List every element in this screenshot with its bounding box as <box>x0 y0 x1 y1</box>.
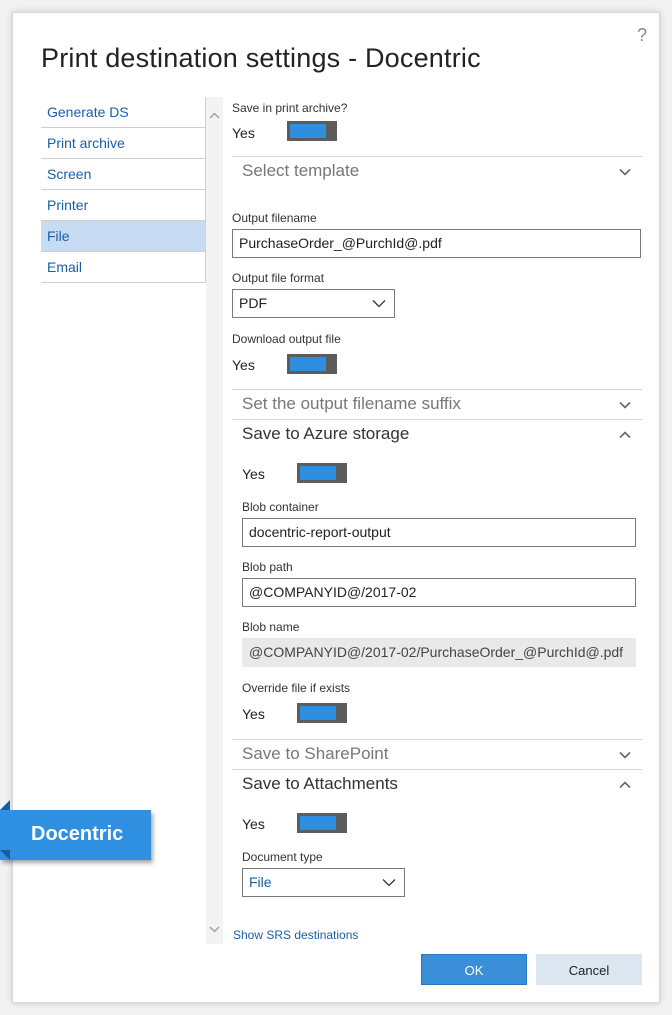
output-format-value: PDF <box>239 295 267 311</box>
nav-item-file[interactable]: File <box>41 221 206 252</box>
override-toggle[interactable] <box>297 703 347 723</box>
download-output-toggle[interactable] <box>287 354 337 374</box>
filename-suffix-section[interactable] <box>232 389 642 419</box>
nav-item-screen[interactable]: Screen <box>41 159 206 190</box>
help-icon[interactable]: ? <box>636 25 647 45</box>
ok-button[interactable]: OK <box>421 954 527 985</box>
azure-enabled-value: Yes <box>242 466 265 482</box>
attachments-enabled-value: Yes <box>242 816 265 832</box>
select-template-section[interactable] <box>232 156 642 186</box>
output-format-label: Output file format <box>232 271 325 285</box>
docentric-badge-label: Docentric <box>0 810 151 860</box>
override-value: Yes <box>242 706 265 722</box>
blob-name-field: @COMPANYID@/2017-02/PurchaseOrder_@PurchId@.pdf <box>242 638 636 667</box>
show-srs-destinations-link[interactable]: Show SRS destinations <box>233 928 359 942</box>
nav-item-print-archive[interactable]: Print archive <box>41 128 206 159</box>
azure-storage-section[interactable] <box>232 419 642 449</box>
dialog-title: Print destination settings - Docentric <box>41 43 481 73</box>
document-type-label: Document type <box>242 850 323 864</box>
azure-storage-title: Save to Azure storage <box>242 424 410 443</box>
sharepoint-section[interactable] <box>232 739 642 769</box>
attachments-section[interactable] <box>232 769 642 799</box>
blob-container-label: Blob container <box>242 500 319 514</box>
save-archive-toggle[interactable] <box>287 121 337 141</box>
destination-nav <box>41 97 206 283</box>
chevron-down-icon <box>372 296 386 310</box>
nav-item-generate-ds[interactable]: Generate DS <box>41 97 206 128</box>
blob-name-label: Blob name <box>242 620 300 634</box>
download-output-value: Yes <box>232 357 255 373</box>
docentric-badge <box>0 800 160 870</box>
chevron-up-icon <box>618 778 632 792</box>
scroll-down-icon[interactable] <box>208 922 221 936</box>
select-template-title: Select template <box>242 161 360 180</box>
output-filename-input[interactable]: PurchaseOrder_@PurchId@.pdf <box>232 229 641 258</box>
nav-item-email[interactable]: Email <box>41 252 206 283</box>
azure-enabled-toggle[interactable] <box>297 463 347 483</box>
attachments-enabled-toggle[interactable] <box>297 813 347 833</box>
blob-path-label: Blob path <box>242 560 293 574</box>
chevron-down-icon <box>618 748 632 762</box>
download-output-label: Download output file <box>232 332 341 346</box>
chevron-down-icon <box>382 875 396 889</box>
document-type-value: File <box>249 874 272 890</box>
cancel-button[interactable]: Cancel <box>536 954 642 985</box>
override-label: Override file if exists <box>242 681 351 695</box>
save-archive-label: Save in print archive? <box>232 101 348 115</box>
chevron-down-icon <box>618 165 632 179</box>
output-format-select[interactable] <box>232 289 395 318</box>
blob-path-input[interactable]: @COMPANYID@/2017-02 <box>242 578 636 607</box>
sharepoint-title: Save to SharePoint <box>242 744 389 763</box>
attachments-title: Save to Attachments <box>242 774 398 793</box>
scroll-up-icon[interactable] <box>208 109 221 123</box>
output-filename-label: Output filename <box>232 211 317 225</box>
nav-item-printer[interactable]: Printer <box>41 190 206 221</box>
save-archive-value: Yes <box>232 125 255 141</box>
chevron-down-icon <box>618 398 632 412</box>
chevron-up-icon <box>618 428 632 442</box>
document-type-select[interactable] <box>242 868 405 897</box>
blob-container-input[interactable]: docentric-report-output <box>242 518 636 547</box>
filename-suffix-title: Set the output filename suffix <box>242 394 461 413</box>
scrollbar[interactable] <box>206 97 223 944</box>
